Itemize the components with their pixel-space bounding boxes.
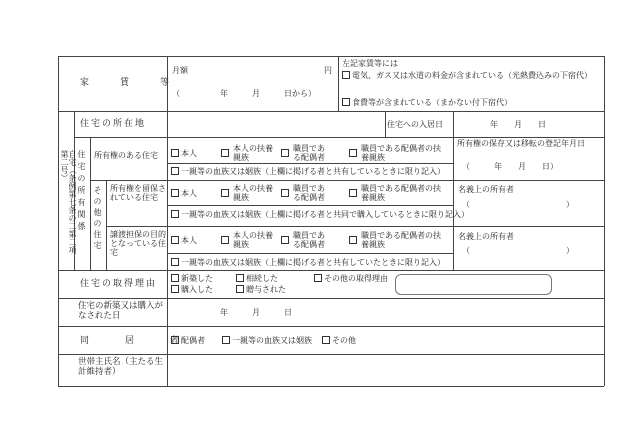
owned-self-checkbox[interactable] [171, 149, 179, 157]
retained-relative-row [171, 210, 469, 219]
retained-self-checkbox[interactable] [171, 189, 179, 197]
acq-other-checkbox[interactable] [314, 274, 322, 282]
retained-spouse-dependent-checkbox[interactable] [349, 189, 357, 197]
acq-bought-checkbox[interactable] [171, 285, 179, 293]
acq-gifted-checkbox[interactable] [236, 285, 244, 293]
rule [385, 111, 386, 137]
transfer-dependent-checkbox[interactable] [221, 236, 229, 244]
acq-built-row [171, 274, 213, 283]
rule [167, 163, 453, 164]
other-reason-bracket[interactable] [395, 274, 552, 295]
rule [58, 56, 604, 57]
ownership-label: 住宅の所有関係 [77, 150, 86, 234]
location-label: 住宅の所在地 [80, 119, 147, 129]
cohab-relative: 一親等の血族又は姻族 [232, 336, 312, 345]
transfer-dependent: 本人の扶養親族 [233, 231, 273, 250]
acq-inherited-checkbox[interactable] [236, 274, 244, 282]
rule [453, 111, 454, 137]
housing-side-label: 自宅（条例第七条の二第二項第二号） [60, 150, 77, 254]
cohab-spouse-row [171, 336, 205, 345]
move-in-label: 住宅への入居日 [387, 120, 443, 129]
owned-spouse: 職員である配偶者 [293, 144, 325, 163]
rule [58, 326, 604, 327]
registration-date: （ 年 月 日） [462, 162, 558, 171]
acq-inherited-row [236, 274, 278, 283]
transfer-self: 本人 [181, 236, 197, 245]
acq-bought-row [171, 285, 213, 294]
owned-label: 所有権のある住宅 [94, 151, 158, 160]
retained-dependent: 本人の扶養親族 [233, 184, 273, 203]
transfer-spouse-checkbox[interactable] [281, 236, 289, 244]
rent-amount-label: 月額 [172, 66, 188, 75]
rule [74, 137, 604, 138]
rule [90, 137, 91, 270]
owned-relative: 一親等の血族又は姻族（上欄に掲げる者と共有しているときに限り記入） [181, 167, 445, 176]
householder-label: 世帯主氏名（主たる生計維持者） [78, 357, 164, 377]
transfer-owner-label: 名義上の所有者 [458, 232, 514, 241]
owned-self: 本人 [181, 149, 197, 158]
transfer-relative-checkbox[interactable] [171, 258, 179, 266]
transfer-owner-paren: （ ） [462, 246, 574, 255]
rule [58, 270, 604, 271]
retained-label: 所有権を留保されている住宅 [110, 184, 166, 203]
move-in-date: 年 月 日 [490, 120, 546, 129]
acq-gifted-row [236, 285, 286, 294]
rule [58, 56, 59, 386]
transfer-relative-row [171, 258, 445, 267]
owned-dependent-checkbox[interactable] [221, 149, 229, 157]
transfer-label: 譲渡担保の目的となっている住宅 [110, 230, 166, 258]
retained-relative-checkbox[interactable] [171, 210, 179, 218]
transfer-spouse-dependent-checkbox[interactable] [349, 236, 357, 244]
rule [58, 354, 604, 355]
cohab-other-row [322, 336, 356, 345]
retained-spouse: 職員である配偶者 [293, 184, 325, 203]
meals-checkbox[interactable] [342, 98, 350, 106]
cohab-other-checkbox[interactable] [322, 336, 330, 344]
owned-relative-checkbox[interactable] [171, 167, 179, 175]
cohab-relative-checkbox[interactable] [222, 336, 230, 344]
rent-date-from: （ 年 月 日から） [172, 89, 316, 98]
cohabitant-label: 同 居 者 [80, 336, 180, 346]
owned-spouse-dependent-checkbox[interactable] [349, 149, 357, 157]
retained-self: 本人 [181, 189, 197, 198]
rent-label: 家 賃 等 [80, 78, 171, 88]
retained-owner-label: 名義上の所有者 [458, 185, 514, 194]
rent-note-title: 左記家賃等には [342, 59, 398, 68]
retained-relative: 一親等の血族又は姻族（上欄に掲げる者と共同で購入しているときに限り記入） [181, 210, 469, 219]
rule [58, 298, 604, 299]
acq-other-row [314, 274, 388, 283]
acq-built: 新築した [181, 274, 213, 283]
cohab-spouse: 配偶者 [181, 336, 205, 345]
rule [58, 111, 604, 112]
acq-built-checkbox[interactable] [171, 274, 179, 282]
retained-owner-paren: （ ） [462, 200, 574, 209]
retained-dependent-checkbox[interactable] [221, 189, 229, 197]
owned-spouse-dependent: 職員である配偶者の扶養親族 [361, 144, 441, 163]
transfer-relative: 一親等の血族又は姻族（上欄に掲げる者と共有していたときに限り記入） [181, 258, 445, 267]
cohab-other: その他 [332, 336, 356, 345]
rent-note-meals-row [342, 98, 512, 107]
other-label: その他の住宅 [93, 186, 102, 252]
rent-yen: 円 [324, 66, 332, 75]
retained-spouse-checkbox[interactable] [281, 189, 289, 197]
rule [58, 386, 604, 387]
utilities-checkbox[interactable] [342, 71, 350, 79]
purchase-date-label: 住宅の新築又は購入がなされた日 [78, 301, 164, 321]
registration-label: 所有権の保存又は移転の登記年月日 [457, 139, 585, 148]
retained-spouse-dependent: 職員である配偶者の扶養親族 [361, 184, 441, 203]
cohab-relative-row [222, 336, 312, 345]
acq-gifted: 贈与された [246, 285, 286, 294]
transfer-spouse: 職員である配偶者 [293, 231, 325, 250]
acq-bought: 購入した [181, 285, 213, 294]
transfer-spouse-dependent: 職員である配偶者の扶養親族 [361, 231, 441, 250]
acquisition-label: 住宅の取得理由 [80, 279, 158, 289]
rule [453, 137, 454, 270]
rent-note-utilities: 電気、ガス又は水道の料金が含まれている（光熱費込みの下宿代） [352, 71, 592, 80]
rent-note-utilities-row [342, 71, 600, 80]
owned-spouse-checkbox[interactable] [281, 149, 289, 157]
acq-inherited: 相続した [246, 274, 278, 283]
rule [106, 226, 604, 227]
purchase-date-value: 年 月 日 [220, 308, 292, 317]
rule [167, 253, 453, 254]
rule [106, 180, 107, 270]
rule [167, 205, 453, 206]
rule [604, 56, 605, 386]
rent-note-meals: 食費等が含まれている（まかない付下宿代） [352, 98, 512, 107]
rule [338, 56, 339, 111]
owned-relative-row [171, 167, 445, 176]
cohab-spouse-checkbox[interactable] [171, 336, 179, 344]
acq-other: その他の取得理由 [324, 274, 388, 283]
transfer-self-checkbox[interactable] [171, 236, 179, 244]
owned-dependent: 本人の扶養親族 [233, 144, 273, 163]
